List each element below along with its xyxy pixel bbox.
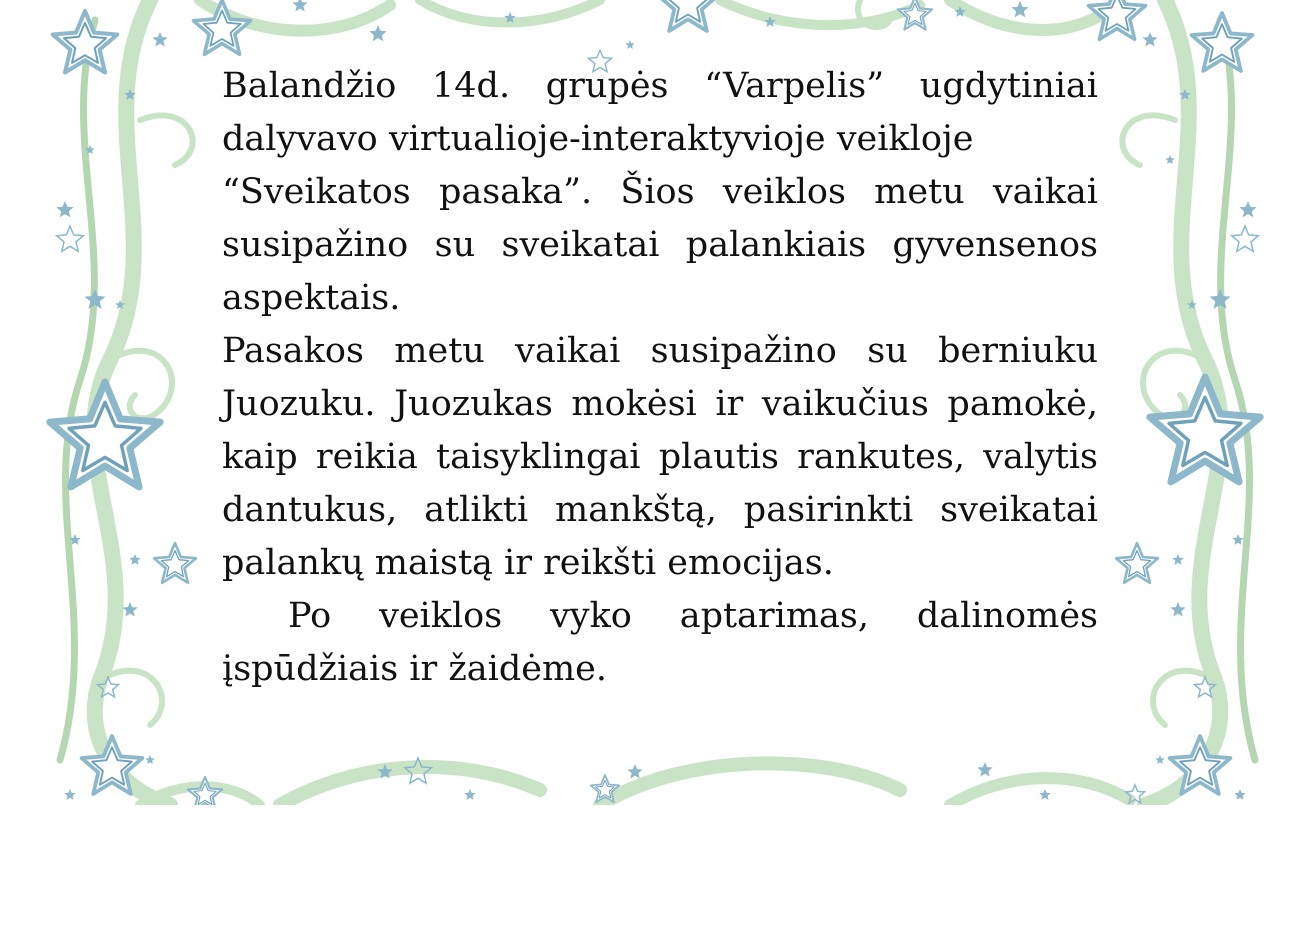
star-icon xyxy=(1039,789,1050,800)
star-icon xyxy=(977,762,992,777)
star-icon xyxy=(1155,755,1165,764)
star-icon xyxy=(1234,789,1245,800)
star-icon xyxy=(56,201,73,217)
star-icon xyxy=(464,789,475,800)
star-icon xyxy=(64,789,75,800)
star-icon xyxy=(1116,543,1158,583)
star-icon xyxy=(1170,602,1185,617)
star-icon xyxy=(369,25,386,41)
star-icon xyxy=(1011,1,1028,17)
swirl-bottom-mid xyxy=(600,763,900,805)
star-icon xyxy=(152,32,167,47)
paragraph-intro-line-3: “Sveikatos pasaka”. Šios veiklos metu vaikai susipažino su sveikatai palankiais gyvensenos aspektais. xyxy=(222,172,1098,318)
star-icon xyxy=(1192,13,1253,71)
swirl-left-thin xyxy=(60,20,95,760)
star-icon xyxy=(1142,32,1157,47)
swirl-bottom-right xyxy=(950,778,1130,805)
star-icon xyxy=(625,40,635,49)
star-icon xyxy=(188,777,222,805)
star-icon xyxy=(1150,377,1260,482)
paragraph-intro-line-2: dalyvavo virtualioje-interaktyvioje veikloje xyxy=(222,119,974,159)
star-icon xyxy=(898,0,932,30)
swirl-left-curl-3 xyxy=(140,115,193,165)
star-icon xyxy=(1165,155,1175,164)
document-body xyxy=(222,60,1098,696)
star-icon xyxy=(1232,226,1259,251)
star-icon xyxy=(129,554,140,565)
star-icon xyxy=(292,0,307,12)
star-icon xyxy=(57,226,84,251)
paragraph-conclusion: Po veiklos vyko aptarimas, dalinomės įspūdžiais ir žaidėme. xyxy=(222,596,1098,689)
swirl-right-thin xyxy=(1220,20,1255,760)
star-icon xyxy=(1239,201,1256,217)
star-icon xyxy=(1232,534,1243,545)
star-icon xyxy=(122,602,137,617)
star-icon xyxy=(145,755,155,764)
star-icon xyxy=(154,543,196,583)
swirl-right-curl-3 xyxy=(1122,115,1175,165)
paragraph-story: Pasakos metu vaikai susipažino su berniuku Juozuku. Juozukas mokėsi ir vaikučius pamokė, kaip reikia taisyklingai plautis rankutes, valytis dantukus, atlikti mankštą, pasirinkti sveikatai palankų maistą ir reikšti emocijas. xyxy=(222,331,1098,583)
star-icon xyxy=(658,0,719,31)
star-icon xyxy=(627,764,642,779)
star-icon xyxy=(1172,554,1183,565)
paragraph-intro-line-1: Balandžio 14d. grupės “Varpelis” ugdytiniai xyxy=(222,66,1098,106)
